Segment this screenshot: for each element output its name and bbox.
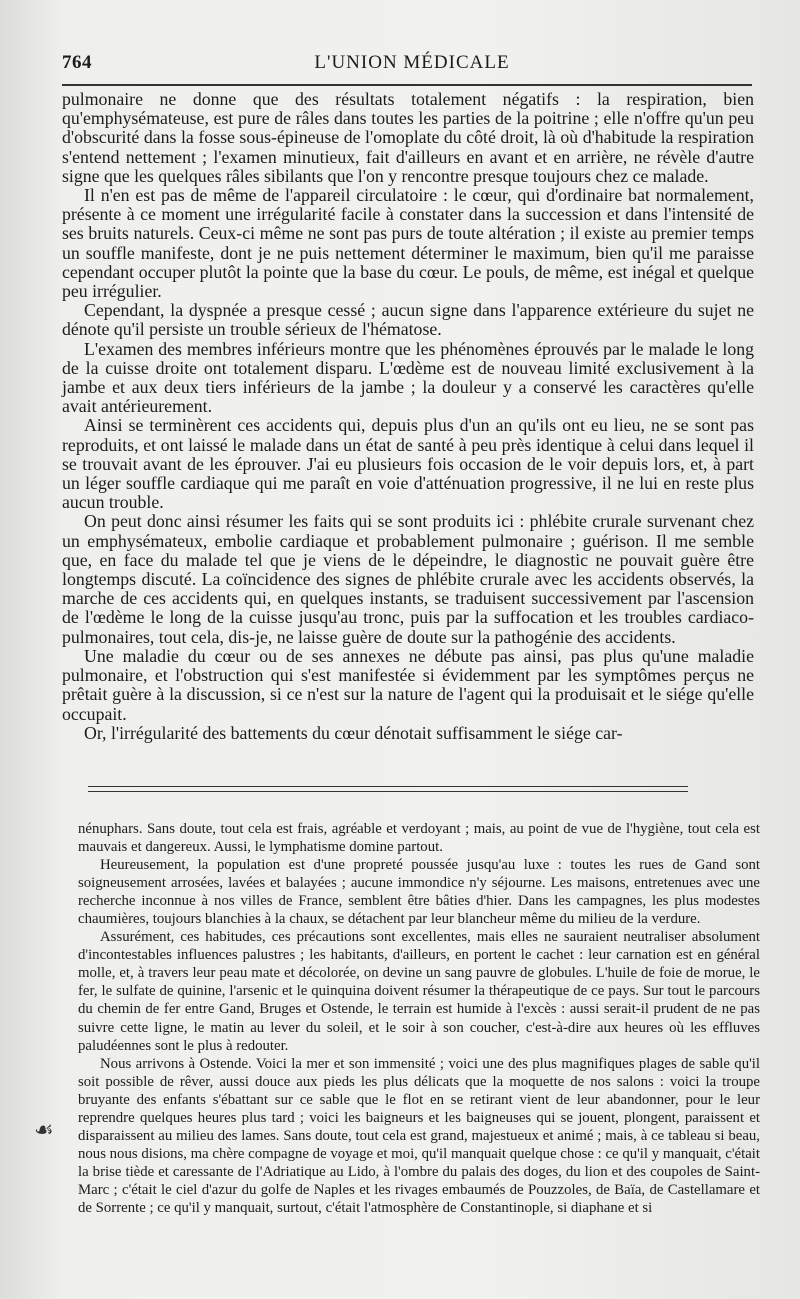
feuilleton-paragraph: nénuphars. Sans doute, tout cela est frais, agréable et verdoyant ; mais, au point de vue de l'hygiène, tout cela est mauvais et dangereux. Aussi, le lymphatisme domine partout. [78, 821, 760, 856]
page-number: 764 [62, 52, 92, 73]
page-header [62, 52, 752, 80]
paragraph: Cependant, la dyspnée a presque cessé ; aucun signe dans l'apparence extérieure du sujet ne dénote qu'il persiste un trouble sérieux de l'hématose. [62, 300, 754, 340]
main-article [62, 90, 754, 743]
paragraph: On peut donc ainsi résumer les faits qui se sont produits ici : phlébite crurale survenant chez un emphysémateux, embolie cardiaque et probablement pulmonaire ; guérison. Il me semble que, en face du malade tel que je viens de le dépeindre, le diagnostic ne pouvait guère être longtemps discuté. La coïncidence des signes de phlébite crurale avec les accidents observés, la marche de ces accidents qui, en quelques instants, se traduisent successivement par l'ascension de l'œdème le long de la cuisse jusqu'au tronc, puis par la suffocation et les troubles cardiaco-pulmonaires, tout cela, dis-je, ne laisse guère de doute sur la pathogénie des accidents. [62, 511, 754, 647]
paragraph: Ainsi se terminèrent ces accidents qui, depuis plus d'un an qu'ils ont eu lieu, ne se sont pas reproduits, et ont laissé le malade dans un état de santé à peu près identique à celui dans lequel il se trouvait avant de les éprouver. J'ai eu plusieurs fois occasion de le voir depuis lors, et, à part un léger souffle cardiaque qui me paraît en voie d'atténuation progressive, il ne lui en reste plus aucun trouble. [62, 415, 754, 513]
paragraph: Une maladie du cœur ou de ses annexes ne débute pas ainsi, pas plus qu'une maladie pulmonaire, et l'obstruction qui s'est manifestée si évidemment par les symptômes perçus ne prêtait guère à la discussion, si ce n'est sur la nature de l'agent qui la produisait et le siége qu'elle occupait. [62, 645, 754, 724]
feuilleton-paragraph: Nous arrivons à Ostende. Voici la mer et son immensité ; voici une des plus magnifiques plages de sable qu'il soit possible de rêver, aussi douce aux pieds les plus délicats que la moquette de nos salons : voici la troupe bruyante des enfants s'ébattant sur ce sable que le flot en se retirant vient de leur abandonner, pour le leur reprendre quelques heures plus tard ; voici les baigneurs et les baigneuses qui se jouent, plongent, paraissent et disparaissent au milieu des lames. Sans doute, tout cela est grand, majestueux et animé ; mais, à ce tableau si beau, nous nous disions, ma chère compagne de voyage et moi, qu'il manquait quelque chose : ce qu'il y manquait, c'était la brise tiède et caressante de l'Adriatique au Lido, à l'ombre du palais des doges, du lion et des coupoles de Saint-Marc ; c'était le ciel d'azur du golfe de Naples et les rivages embaumés de Pouzzoles, de Baïa, de Castellamare et de Sorrente ; ce qu'il y manquait, surtout, c'était l'atmosphère de Constantinople, si diaphane et si [78, 1055, 760, 1216]
feuilleton-paragraph: Assurément, ces habitudes, ces précautions sont excellentes, mais elles ne sauraient neutraliser absolument d'incontestables influences palustres ; les habitants, d'ailleurs, en portent le cachet : leur carnation est en général molle, et, à travers leur peau mate et décolorée, on devine un sang pauvre de globules. L'huile de foie de morue, le fer, le sulfate de quinine, l'arsenic et le quinquina doivent résumer la thérapeutique de ce pays. Sur tout le parcours du chemin de fer entre Gand, Bruges et Ostende, le terrain est humide à l'excès : aussi serait-il prudent de ne pas suivre cette ligne, le matin au lever du soleil, et le soir à son coucher, c'est-à-dire aux heures où les effluves paludéennes sont le plus à redouter. [78, 929, 760, 1054]
header-rule [62, 84, 752, 86]
paragraph: Or, l'irrégularité des battements du cœur dénotait suffisamment le siége car- [84, 722, 623, 743]
feuilleton-paragraph: Heureusement, la population est d'une propreté poussée jusqu'au luxe : toutes les rues de Gand sont soigneusement arrosées, lavées et balayées ; aucune immondice n'y séjourne. Les maisons, entretenues avec une recherche inconnue à nos villes de France, semblent être bâties d'hier. Dans les campagnes, les plus modestes chaumières, toujours blanchies à la chaux, se détachent par leur blancheur même du milieu de la verdure. [78, 857, 760, 928]
feuilleton-separator [88, 786, 688, 792]
margin-mark-icon: ☙ [34, 1118, 54, 1143]
journal-title: L'UNION MÉDICALE [314, 52, 510, 73]
paragraph: Il n'en est pas de même de l'appareil circulatoire : le cœur, qui d'ordinaire bat normalement, présente à ce moment une irrégularité facile à constater dans la succession et dans l'intensité de ses bruits naturels. Ceux-ci même ne sont pas purs de toute altération ; il existe au premier temps un souffle manifeste, dont je ne puis nettement déterminer le maximum, bien qu'il me paraisse cependant occuper plutôt la pointe que la base du cœur. Le pouls, de même, est inégal et quelque peu irrégulier. [62, 185, 754, 302]
paragraph: pulmonaire ne donne que des résultats totalement négatifs : la respiration, bien qu'emphysémateuse, est pure de râles dans toutes les parties de la poitrine ; elle n'offre qu'un peu d'obscurité dans la fosse sous-épineuse de l'omoplate du côté droit, là où d'habitude la respiration s'entend nettement ; l'examen minutieux, fait d'ailleurs en avant et en arrière, ne révèle d'autre signe que les quelques râles sibilants que l'on y rencontre presque toujours chez ce malade. [62, 89, 754, 186]
feuilleton [78, 820, 760, 1217]
paragraph: L'examen des membres inférieurs montre que les phénomènes éprouvés par le malade le long de la cuisse droite ont totalement disparu. L'œdème est de nouveau limité exclusivement à la jambe et aux deux tiers inférieurs de la jambe ; la douleur y a conservé les caractères qu'elle avait antérieurement. [62, 338, 754, 417]
